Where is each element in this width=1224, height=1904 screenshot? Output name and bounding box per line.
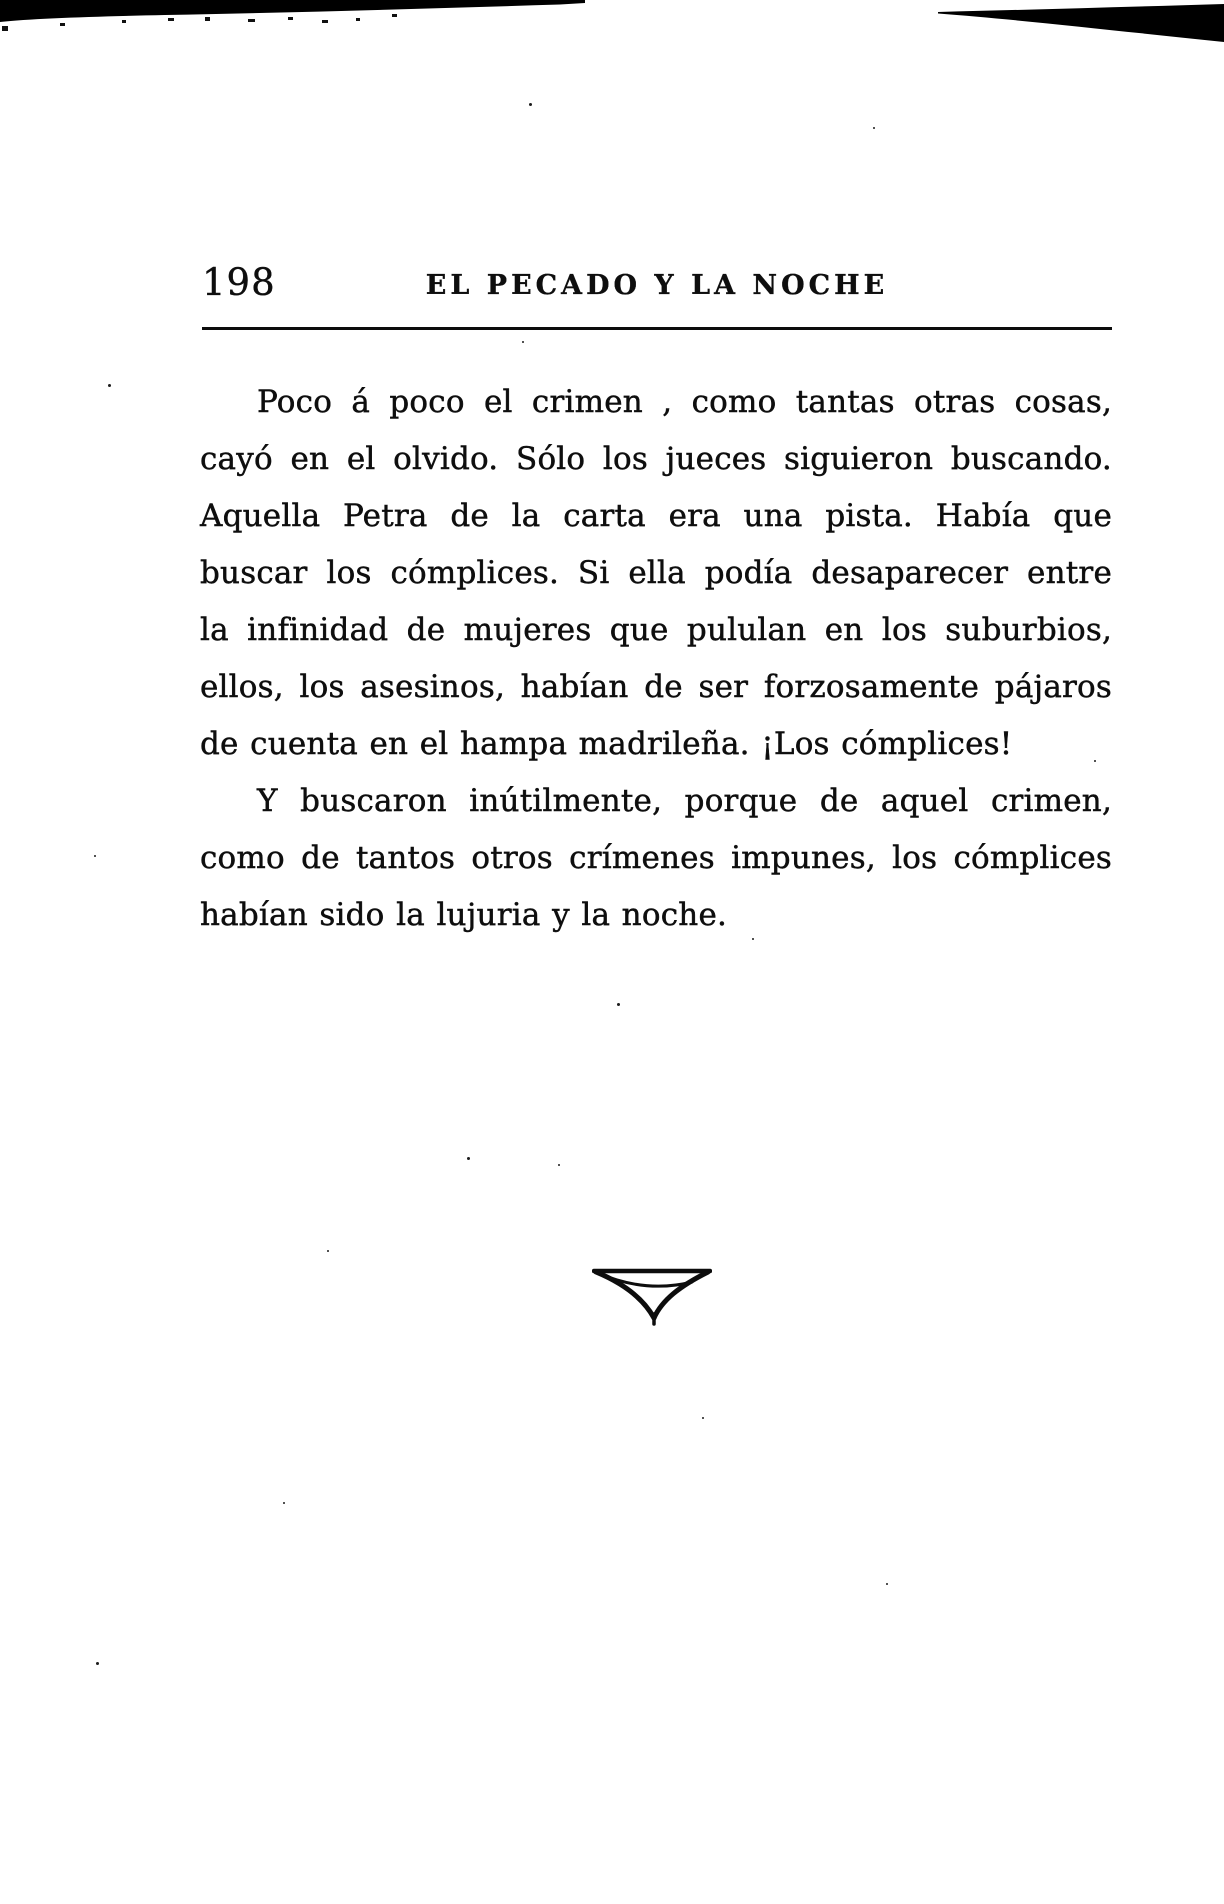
text-line: buscar los cómplices. Si ella podía desaparecer entre: [200, 555, 1112, 591]
scan-speck: [522, 341, 524, 343]
scan-speck: [529, 103, 532, 106]
text-line: de cuenta en el hampa madrileña. ¡Los cómplices!: [200, 726, 1013, 762]
running-header-title: EL PECADO Y LA NOCHE: [425, 270, 889, 301]
scan-speck: [702, 1417, 704, 1419]
scan-speck: [94, 855, 96, 857]
scan-speck: [283, 1502, 285, 1504]
torn-edge-top-right: [938, 4, 1224, 42]
scan-speck: [96, 1662, 99, 1665]
text-line: como de tantos otros crímenes impunes, los cómplices: [200, 840, 1112, 876]
text-line: Poco á poco el crimen , como tantas otras cosas,: [257, 384, 1112, 420]
text-line: ellos, los asesinos, habían de ser forzosamente pájaros: [200, 669, 1112, 705]
scan-speck: [873, 127, 875, 129]
scan-edge-artifacts: [0, 0, 1224, 60]
scan-speck: [617, 1003, 620, 1006]
scan-speck: [752, 938, 754, 940]
scan-speck: [1094, 760, 1096, 762]
scan-speck: [108, 384, 111, 387]
scan-speck: [886, 1583, 888, 1585]
body-text: [200, 374, 1112, 944]
header-rule: [202, 327, 1112, 330]
tailpiece-fleuron-icon: [592, 1264, 712, 1328]
text-line: Y buscaron inútilmente, porque de aquel crimen,: [257, 783, 1112, 819]
scan-speck: [327, 1250, 329, 1252]
scan-speck: [467, 1157, 470, 1160]
page-number: 198: [202, 261, 276, 304]
text-line: la infinidad de mujeres que pululan en los suburbios,: [200, 612, 1112, 648]
running-header: [202, 262, 1112, 306]
text-line: habían sido la lujuria y la noche.: [200, 897, 728, 933]
text-line: Aquella Petra de la carta era una pista. Había que: [200, 498, 1112, 534]
scan-speck: [558, 1164, 560, 1166]
text-line: cayó en el olvido. Sólo los jueces siguieron buscando.: [200, 441, 1112, 477]
